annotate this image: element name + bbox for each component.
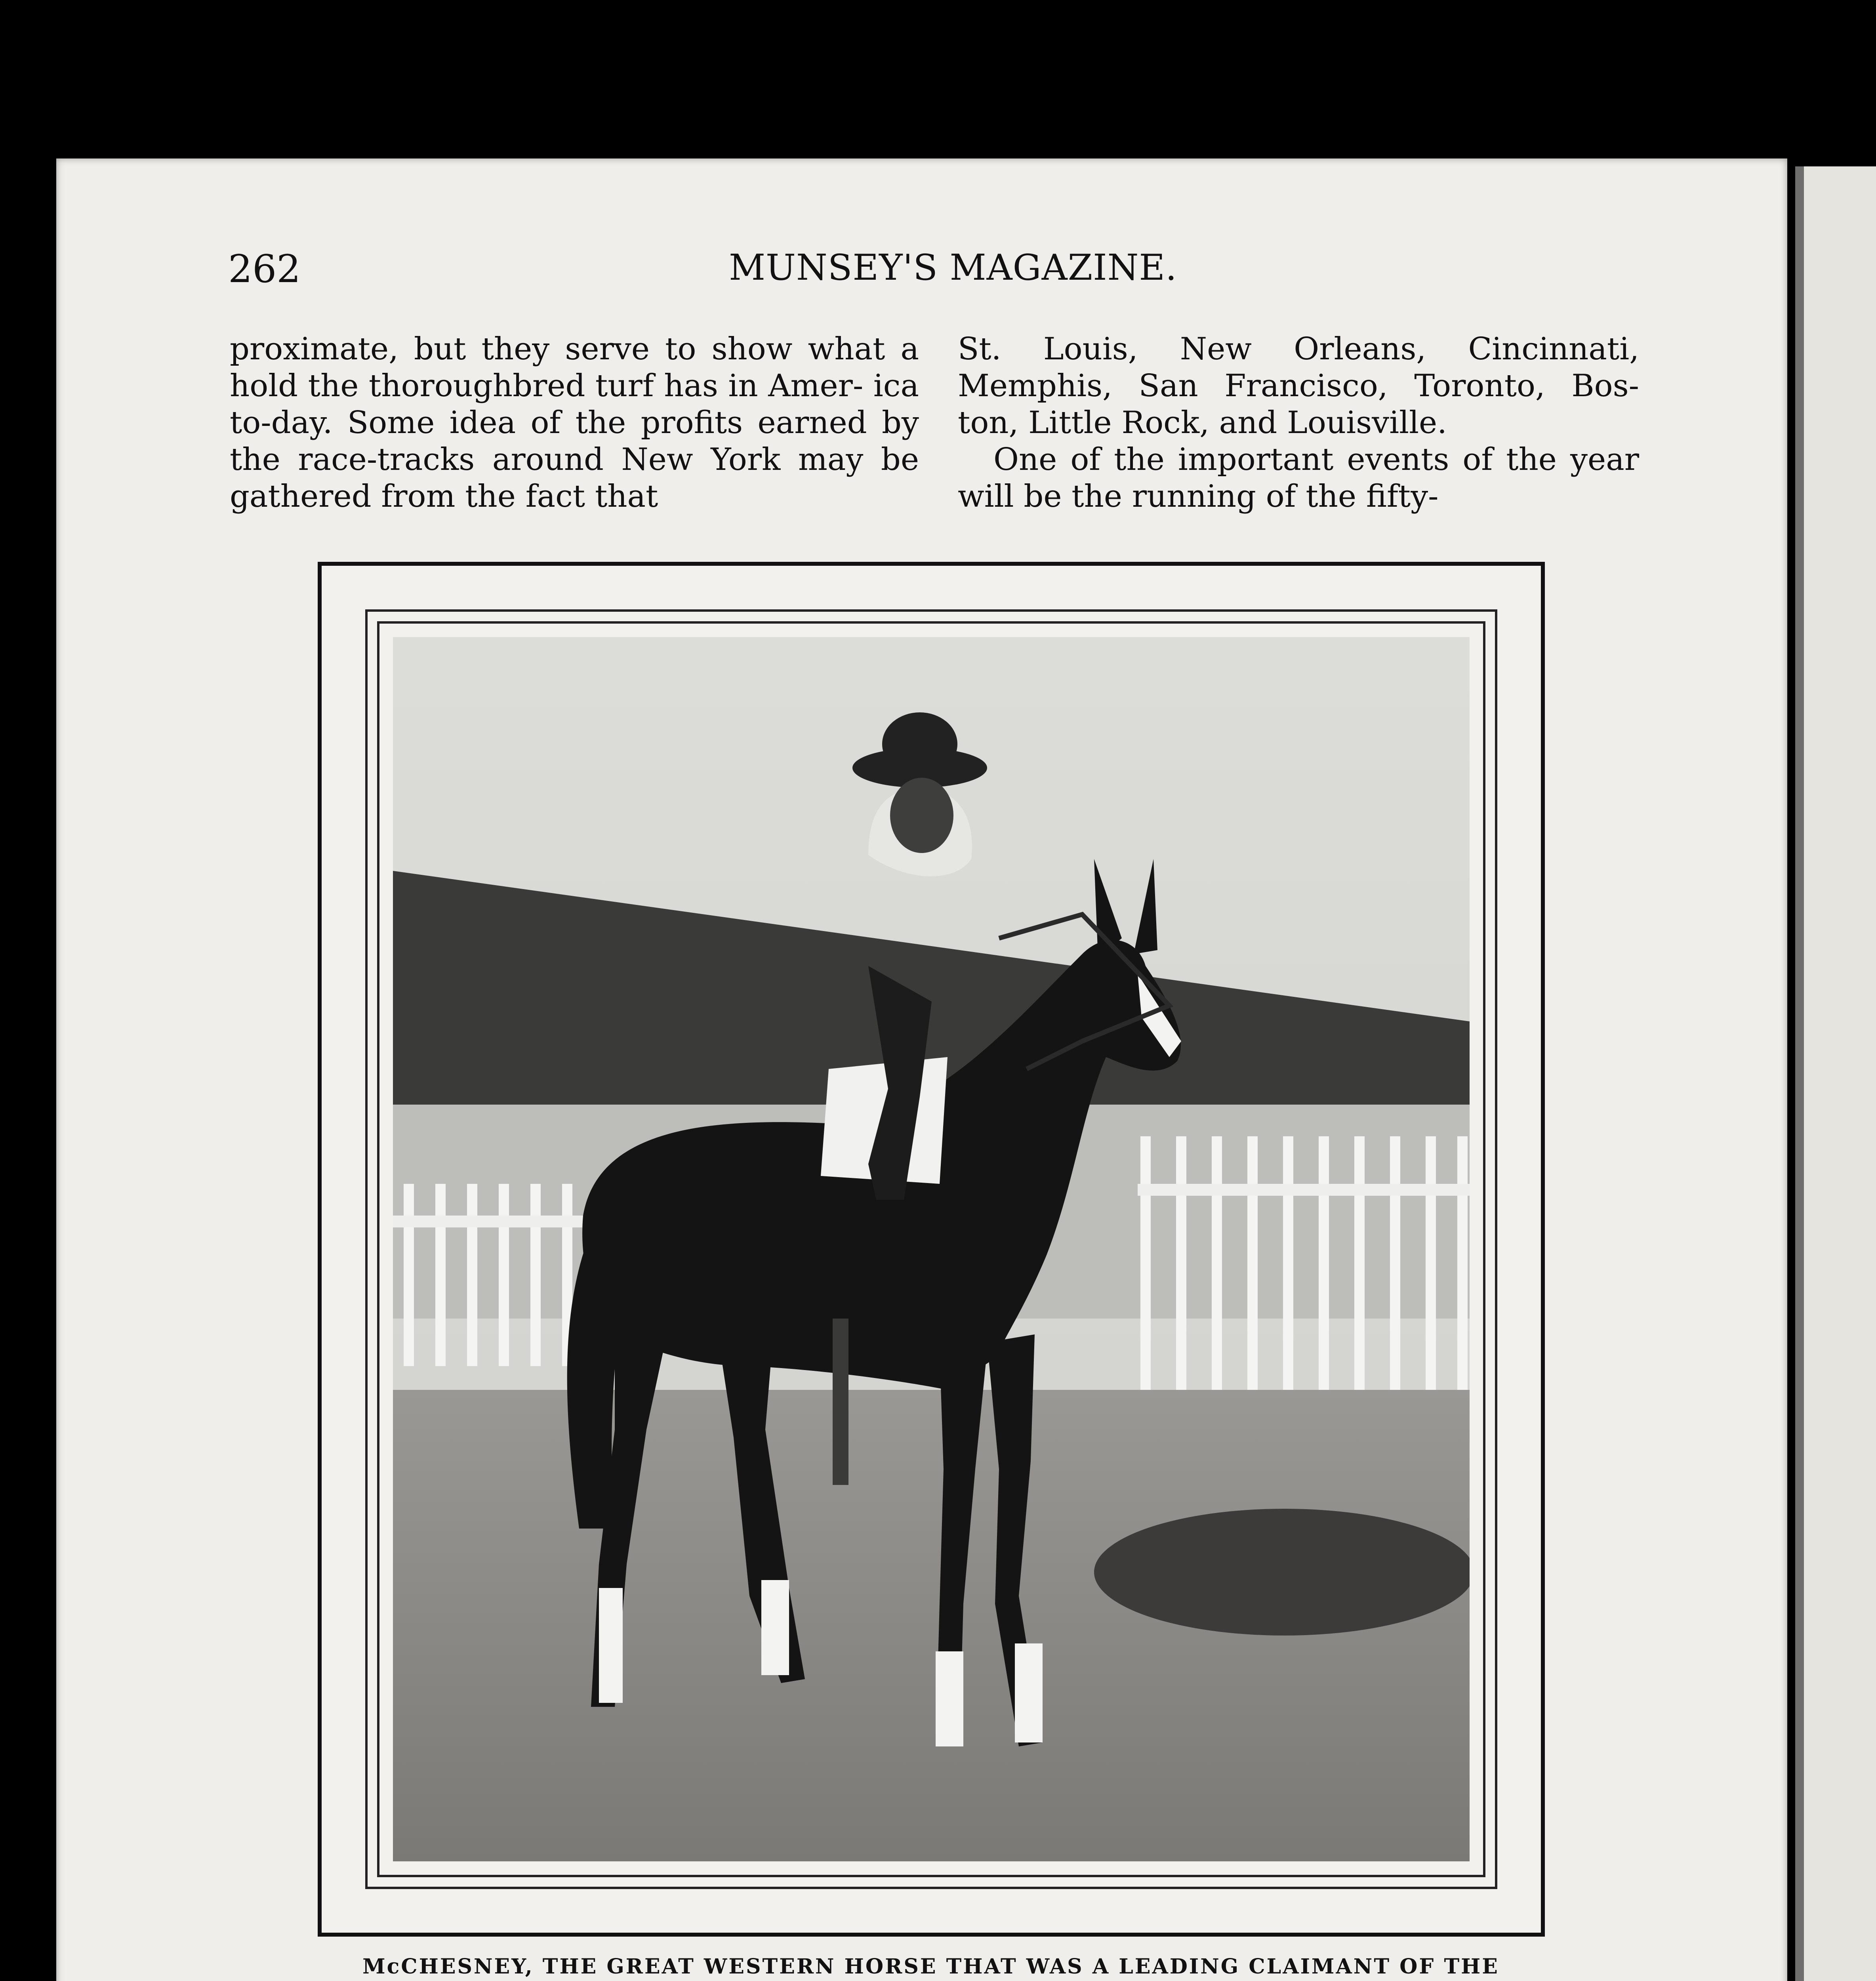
next-page-edge [1795,166,1876,1981]
text-line: One of the important events of the [993,442,1557,477]
top-right-paragraph-2 [958,441,1639,515]
top-right-column [958,331,1639,515]
horse-photograph [393,637,1470,1861]
top-left-paragraph [230,331,919,515]
caption-line-1: McCHESNEY, THE GREAT WESTERN HORSE THAT WAS A LEADING CLAIMANT OF THE [362,1954,1499,1979]
text-line: Memphis, San Francisco, Toronto, Bos- [958,368,1639,404]
text-line: York may be gathered from the fact that [230,442,919,514]
top-right-paragraph-1 [958,331,1639,441]
running-head: MUNSEY'S MAGAZINE. [729,247,1177,288]
text-line: St. Louis, New Orleans, Cincinnati, [958,331,1639,367]
top-left-column [230,331,919,515]
text-line: ica to-day. Some idea of the profits [230,368,919,441]
photo-caption [293,1951,1569,1981]
text-line: hold the thoroughbred turf has in Amer- [230,368,864,404]
photo-frame [318,562,1545,1937]
page-number: 262 [228,247,301,291]
horse-and-rider-image [393,637,1470,1861]
text-line: proximate, but they serve to show what a [230,331,919,367]
text-line: year will be the running of the fifty- [958,442,1639,514]
text-line: ton, Little Rock, and Louisville. [958,405,1447,441]
text-line: earned by the race-tracks around New [230,405,919,477]
